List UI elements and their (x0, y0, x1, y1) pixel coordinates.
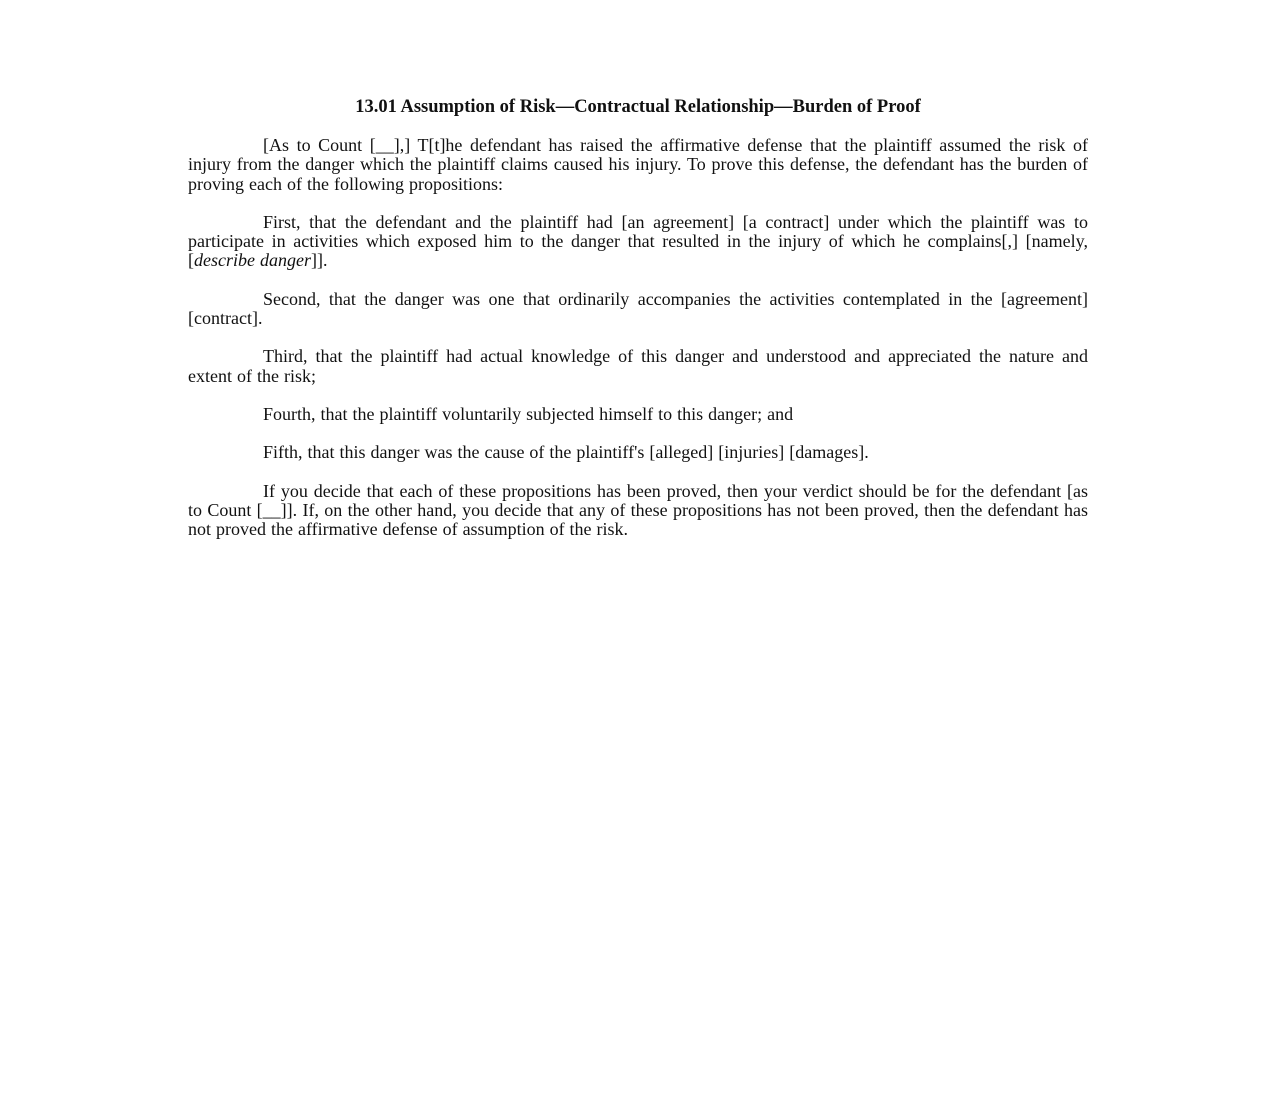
paragraph-conclusion: If you decide that each of these propositions has been proved, then your verdict should be for the defendant [as to Count [__]]. If, on the other hand, you decide that any of these propositions has not been proved, then the defendant has not proved the affirmative defense of assumption of the risk. (188, 480, 1088, 540)
paragraph-intro: [As to Count [__],] T[t]he defendant has raised the affirmative defense that the plaintiff assumed the risk of injury from the danger which the plaintiff claims caused his injury. To prove this defense, the defendant has the burden of proving each of the following propositions: (188, 135, 1088, 194)
paragraph-third: Third, that the plaintiff had actual knowledge of this danger and understood and appreciated the nature and extent of the risk; (188, 346, 1088, 386)
document-page (188, 98, 1088, 559)
paragraph-first-end: ]]. (310, 250, 328, 271)
paragraph-first (188, 213, 1088, 271)
paragraph-fourth: Fourth, that the plaintiff voluntarily subjected himself to this danger; and (263, 403, 794, 424)
paragraph-fifth: Fifth, that this danger was the cause of the plaintiff's [alleged] [injuries] [damages]. (263, 442, 869, 463)
document-title: 13.01 Assumption of Risk—Contractual Relationship—Burden of Proof (355, 97, 921, 117)
paragraph-first-italic: describe danger (194, 250, 311, 271)
paragraph-second: Second, that the danger was one that ordinarily accompanies the activities contemplated in the [agreement] [contract]. (188, 288, 1088, 328)
paragraph-first-text: First, that the defendant and the plaintiff had [an agreement] [a contract] under which the plaintiff was to participate in activities which exposed him to the danger that resulted in the injury of which he complains[,] [namely, [ (188, 212, 1088, 271)
